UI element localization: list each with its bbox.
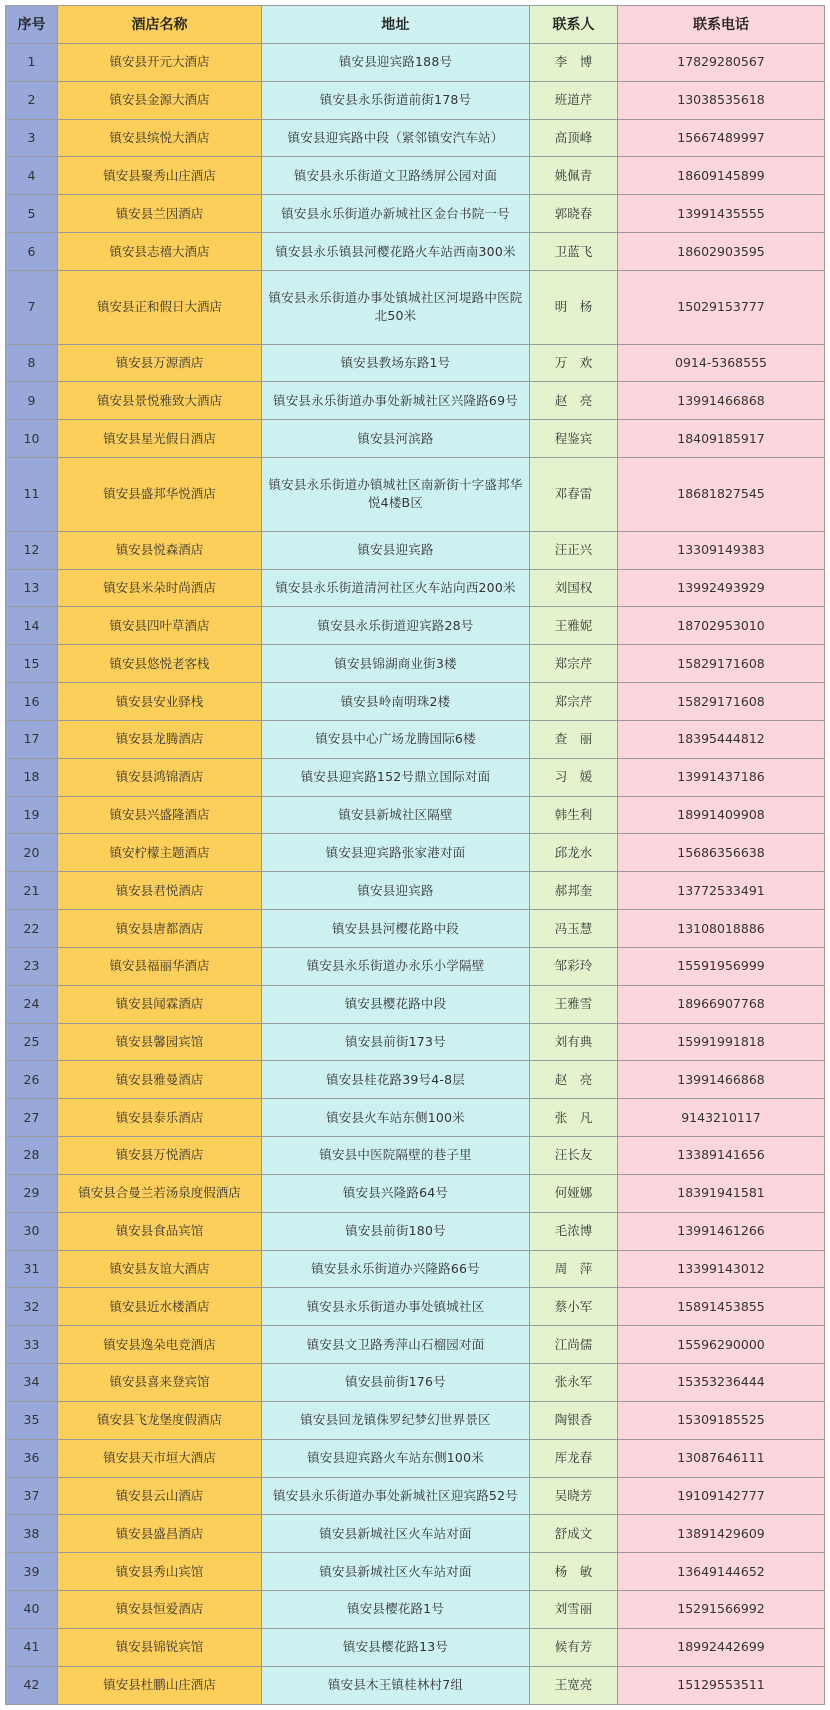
hotel-name: 镇安县万源酒店 [58,344,262,382]
hotel-name: 镇安县天市垣大酒店 [58,1439,262,1477]
header-phone: 联系电话 [618,6,825,44]
hotel-name: 镇安县龙腾酒店 [58,720,262,758]
table-row [6,195,825,233]
contact-person: 郭晓春 [530,195,618,233]
row-number: 30 [6,1212,58,1250]
hotel-address: 镇安县迎宾路火车站东侧100米 [262,1439,530,1477]
contact-phone: 15829171608 [618,645,825,683]
contact-person: 李 博 [530,44,618,82]
row-number: 42 [6,1666,58,1704]
contact-phone: 17829280567 [618,44,825,82]
hotel-name: 镇安县聚秀山庄酒店 [58,157,262,195]
row-number: 34 [6,1364,58,1402]
contact-phone: 19109142777 [618,1477,825,1515]
table-row [6,119,825,157]
contact-phone: 15596290000 [618,1326,825,1364]
hotel-address: 镇安县新城社区火车站对面 [262,1515,530,1553]
row-number: 8 [6,344,58,382]
contact-phone: 13992493929 [618,569,825,607]
contact-person: 高顶峰 [530,119,618,157]
row-number: 33 [6,1326,58,1364]
contact-person: 姚佩青 [530,157,618,195]
table-row [6,44,825,82]
hotel-address: 镇安县永乐街道办事处新城社区兴隆路69号 [262,382,530,420]
row-number: 26 [6,1061,58,1099]
hotel-address: 镇安县永乐街道办事处镇城社区 [262,1288,530,1326]
table-row [6,1023,825,1061]
table-row [6,1477,825,1515]
hotel-address: 镇安县前街176号 [262,1364,530,1402]
contact-phone: 18992442699 [618,1628,825,1666]
contact-person: 何娅娜 [530,1174,618,1212]
row-number: 5 [6,195,58,233]
hotel-address: 镇安县文卫路秀萍山石榴园对面 [262,1326,530,1364]
hotel-address: 镇安县锦湖商业街3楼 [262,645,530,683]
row-number: 17 [6,720,58,758]
hotel-name: 镇安县正和假日大酒店 [58,270,262,344]
contact-phone: 18602903595 [618,233,825,271]
table-row [6,1137,825,1175]
contact-person: 汪正兴 [530,531,618,569]
hotel-name: 镇安县万悦酒店 [58,1137,262,1175]
hotel-name: 镇安柠檬主题酒店 [58,834,262,872]
contact-person: 赵 亮 [530,1061,618,1099]
contact-phone: 15991991818 [618,1023,825,1061]
hotel-address: 镇安县永乐街道文卫路绣屏公园对面 [262,157,530,195]
row-number: 35 [6,1401,58,1439]
hotel-address: 镇安县新城社区隔壁 [262,796,530,834]
hotel-address: 镇安县教场东路1号 [262,344,530,382]
row-number: 16 [6,683,58,721]
table-row [6,1591,825,1629]
contact-phone: 13399143012 [618,1250,825,1288]
row-number: 18 [6,758,58,796]
contact-person: 卫蓝飞 [530,233,618,271]
hotel-address: 镇安县樱花路13号 [262,1628,530,1666]
contact-phone: 13991466868 [618,1061,825,1099]
hotel-name: 镇安县志禧大酒店 [58,233,262,271]
contact-phone: 13991437186 [618,758,825,796]
hotel-name: 镇安县闻霖酒店 [58,985,262,1023]
contact-phone: 15291566992 [618,1591,825,1629]
contact-person: 陶银香 [530,1401,618,1439]
contact-phone: 15129553511 [618,1666,825,1704]
hotel-address: 镇安县樱花路中段 [262,985,530,1023]
header-contact: 联系人 [530,6,618,44]
contact-phone: 13087646111 [618,1439,825,1477]
hotel-address: 镇安县永乐街道办永乐小学隔壁 [262,947,530,985]
contact-person: 厍龙春 [530,1439,618,1477]
contact-phone: 13038535618 [618,81,825,119]
hotel-address: 镇安县樱花路1号 [262,1591,530,1629]
hotel-name: 镇安县星光假日酒店 [58,420,262,458]
contact-phone: 13991466868 [618,382,825,420]
contact-phone: 15591956999 [618,947,825,985]
hotel-name: 镇安县食品宾馆 [58,1212,262,1250]
row-number: 1 [6,44,58,82]
row-number: 28 [6,1137,58,1175]
contact-person: 明 杨 [530,270,618,344]
contact-phone: 13772533491 [618,872,825,910]
hotel-name: 镇安县悦森酒店 [58,531,262,569]
hotel-address: 镇安县永乐街道办事处新城社区迎宾路52号 [262,1477,530,1515]
hotel-name: 镇安县泰乐酒店 [58,1099,262,1137]
contact-person: 王雅妮 [530,607,618,645]
hotel-name: 镇安县馨园宾馆 [58,1023,262,1061]
contact-person: 吴晓芳 [530,1477,618,1515]
table-row [6,758,825,796]
hotel-name: 镇安县飞龙堡度假酒店 [58,1401,262,1439]
row-number: 20 [6,834,58,872]
table-row [6,531,825,569]
table-row [6,683,825,721]
table-row [6,872,825,910]
row-number: 7 [6,270,58,344]
hotel-name: 镇安县云山酒店 [58,1477,262,1515]
table-row [6,270,825,344]
contact-phone: 15353236444 [618,1364,825,1402]
header-number: 序号 [6,6,58,44]
hotel-address: 镇安县永乐街道办新城社区金台书院一号 [262,195,530,233]
contact-person: 冯玉慧 [530,910,618,948]
contact-person: 班道芹 [530,81,618,119]
row-number: 37 [6,1477,58,1515]
hotel-address: 镇安县迎宾路 [262,872,530,910]
hotel-address: 镇安县回龙镇侏罗纪梦幻世界景区 [262,1401,530,1439]
table-row [6,420,825,458]
row-number: 4 [6,157,58,195]
contact-person: 邓春雷 [530,458,618,532]
contact-phone: 18702953010 [618,607,825,645]
contact-person: 习 媛 [530,758,618,796]
table-row [6,1174,825,1212]
table-row [6,81,825,119]
contact-phone: 18966907768 [618,985,825,1023]
hotel-address: 镇安县新城社区火车站对面 [262,1553,530,1591]
contact-phone: 13389141656 [618,1137,825,1175]
hotel-name: 镇安县逸朵电竞酒店 [58,1326,262,1364]
contact-phone: 13649144652 [618,1553,825,1591]
table-row [6,796,825,834]
table-row [6,1628,825,1666]
hotel-address: 镇安县木王镇桂林村7组 [262,1666,530,1704]
hotel-address: 镇安县迎宾路188号 [262,44,530,82]
table-row [6,834,825,872]
contact-person: 蔡小军 [530,1288,618,1326]
hotel-name: 镇安县金源大酒店 [58,81,262,119]
hotel-address: 镇安县永乐街道清河社区火车站向西200米 [262,569,530,607]
table-row [6,382,825,420]
hotel-address: 镇安县桂花路39号4-8层 [262,1061,530,1099]
hotel-address: 镇安县兴隆路64号 [262,1174,530,1212]
hotel-address: 镇安县前街180号 [262,1212,530,1250]
table-row [6,1061,825,1099]
contact-person: 舒成文 [530,1515,618,1553]
table-row [6,985,825,1023]
row-number: 36 [6,1439,58,1477]
contact-phone: 15029153777 [618,270,825,344]
contact-phone: 18391941581 [618,1174,825,1212]
hotel-name: 镇安县安业驿栈 [58,683,262,721]
row-number: 32 [6,1288,58,1326]
hotel-name: 镇安县景悦雅致大酒店 [58,382,262,420]
hotel-address: 镇安县永乐街道办镇城社区南新街十字盛邦华悦4楼B区 [262,458,530,532]
contact-person: 邱龙水 [530,834,618,872]
contact-phone: 18395444812 [618,720,825,758]
hotel-name: 镇安县合曼兰若汤泉度假酒店 [58,1174,262,1212]
table-row [6,1212,825,1250]
row-number: 25 [6,1023,58,1061]
contact-person: 刘国权 [530,569,618,607]
contact-person: 毛浓博 [530,1212,618,1250]
hotel-name: 镇安县兴盛隆酒店 [58,796,262,834]
table-row [6,1364,825,1402]
table-row [6,344,825,382]
hotel-name: 镇安县友谊大酒店 [58,1250,262,1288]
hotel-name: 镇安县盛昌酒店 [58,1515,262,1553]
hotel-name: 镇安县四叶草酒店 [58,607,262,645]
table-row [6,1515,825,1553]
contact-person: 刘有典 [530,1023,618,1061]
table-row [6,1666,825,1704]
table-row [6,1401,825,1439]
contact-person: 韩生利 [530,796,618,834]
row-number: 10 [6,420,58,458]
row-number: 22 [6,910,58,948]
table-row [6,1288,825,1326]
row-number: 29 [6,1174,58,1212]
contact-person: 周 萍 [530,1250,618,1288]
row-number: 13 [6,569,58,607]
contact-phone: 13891429609 [618,1515,825,1553]
table-row [6,645,825,683]
contact-person: 张永军 [530,1364,618,1402]
hotel-address: 镇安县永乐街道迎宾路28号 [262,607,530,645]
hotel-name: 镇安县秀山宾馆 [58,1553,262,1591]
contact-person: 郝邦奎 [530,872,618,910]
contact-person: 王宽亮 [530,1666,618,1704]
hotel-address: 镇安县迎宾路中段（紧邻镇安汽车站） [262,119,530,157]
row-number: 23 [6,947,58,985]
contact-person: 邹彩玲 [530,947,618,985]
row-number: 39 [6,1553,58,1591]
contact-person: 汪长友 [530,1137,618,1175]
contact-person: 查 丽 [530,720,618,758]
row-number: 38 [6,1515,58,1553]
contact-phone: 18609145899 [618,157,825,195]
hotel-address: 镇安县火车站东侧100米 [262,1099,530,1137]
contact-phone: 15686356638 [618,834,825,872]
row-number: 2 [6,81,58,119]
hotel-table [5,5,825,1705]
contact-person: 郑宗芹 [530,683,618,721]
hotel-address: 镇安县中心广场龙腾国际6楼 [262,720,530,758]
table-row [6,1326,825,1364]
row-number: 31 [6,1250,58,1288]
hotel-address: 镇安县县河樱花路中段 [262,910,530,948]
header-address: 地址 [262,6,530,44]
row-number: 19 [6,796,58,834]
row-number: 40 [6,1591,58,1629]
contact-phone: 13108018886 [618,910,825,948]
table-row [6,458,825,532]
hotel-table-body [6,6,825,1705]
hotel-name: 镇安县恒爱酒店 [58,1591,262,1629]
contact-phone: 18991409908 [618,796,825,834]
hotel-address: 镇安县永乐街道办事处镇城社区河堤路中医院北50米 [262,270,530,344]
hotel-name: 镇安县锦锐宾馆 [58,1628,262,1666]
hotel-address: 镇安县迎宾路张家港对面 [262,834,530,872]
table-row [6,910,825,948]
row-number: 15 [6,645,58,683]
hotel-name: 镇安县福丽华酒店 [58,947,262,985]
contact-person: 江尚儒 [530,1326,618,1364]
row-number: 11 [6,458,58,532]
hotel-name: 镇安县悠悦老客栈 [58,645,262,683]
contact-person: 程鉴宾 [530,420,618,458]
contact-person: 杨 敏 [530,1553,618,1591]
table-row [6,157,825,195]
row-number: 3 [6,119,58,157]
hotel-name: 镇安县杜鹏山庄酒店 [58,1666,262,1704]
hotel-name: 镇安县开元大酒店 [58,44,262,82]
table-row [6,1553,825,1591]
row-number: 41 [6,1628,58,1666]
table-row [6,569,825,607]
hotel-address: 镇安县岭南明珠2楼 [262,683,530,721]
hotel-name: 镇安县近水楼酒店 [58,1288,262,1326]
hotel-address: 镇安县中医院隔壁的巷子里 [262,1137,530,1175]
contact-phone: 0914-5368555 [618,344,825,382]
contact-phone: 13309149383 [618,531,825,569]
hotel-address: 镇安县永乐街道办兴隆路66号 [262,1250,530,1288]
table-row [6,720,825,758]
contact-phone: 9143210117 [618,1099,825,1137]
hotel-name: 镇安县鸿锦酒店 [58,758,262,796]
table-row [6,947,825,985]
row-number: 21 [6,872,58,910]
contact-person: 刘雪丽 [530,1591,618,1629]
hotel-address: 镇安县前街173号 [262,1023,530,1061]
row-number: 14 [6,607,58,645]
contact-phone: 13991461266 [618,1212,825,1250]
table-row [6,233,825,271]
row-number: 24 [6,985,58,1023]
contact-phone: 15891453855 [618,1288,825,1326]
hotel-address: 镇安县永乐镇县河樱花路火车站西南300米 [262,233,530,271]
row-number: 12 [6,531,58,569]
hotel-name: 镇安县缤悦大酒店 [58,119,262,157]
header-row [6,6,825,44]
hotel-name: 镇安县兰因酒店 [58,195,262,233]
row-number: 6 [6,233,58,271]
hotel-name: 镇安县盛邦华悦酒店 [58,458,262,532]
contact-phone: 13991435555 [618,195,825,233]
table-row [6,1099,825,1137]
table-row [6,1439,825,1477]
contact-person: 张 凡 [530,1099,618,1137]
hotel-address: 镇安县迎宾路152号鼎立国际对面 [262,758,530,796]
row-number: 27 [6,1099,58,1137]
contact-phone: 15309185525 [618,1401,825,1439]
contact-phone: 18409185917 [618,420,825,458]
contact-person: 郑宗芹 [530,645,618,683]
contact-person: 王雅雪 [530,985,618,1023]
hotel-name: 镇安县雅曼酒店 [58,1061,262,1099]
contact-person: 万 欢 [530,344,618,382]
hotel-address: 镇安县河滨路 [262,420,530,458]
row-number: 9 [6,382,58,420]
contact-person: 赵 亮 [530,382,618,420]
hotel-name: 镇安县唐都酒店 [58,910,262,948]
hotel-address: 镇安县迎宾路 [262,531,530,569]
table-row [6,1250,825,1288]
table-row [6,607,825,645]
hotel-address: 镇安县永乐街道前街178号 [262,81,530,119]
header-hotel-name: 酒店名称 [58,6,262,44]
contact-phone: 15667489997 [618,119,825,157]
hotel-name: 镇安县喜来登宾馆 [58,1364,262,1402]
hotel-name: 镇安县君悦酒店 [58,872,262,910]
contact-phone: 15829171608 [618,683,825,721]
hotel-name: 镇安县米朵时尚酒店 [58,569,262,607]
contact-person: 候有芳 [530,1628,618,1666]
contact-phone: 18681827545 [618,458,825,532]
